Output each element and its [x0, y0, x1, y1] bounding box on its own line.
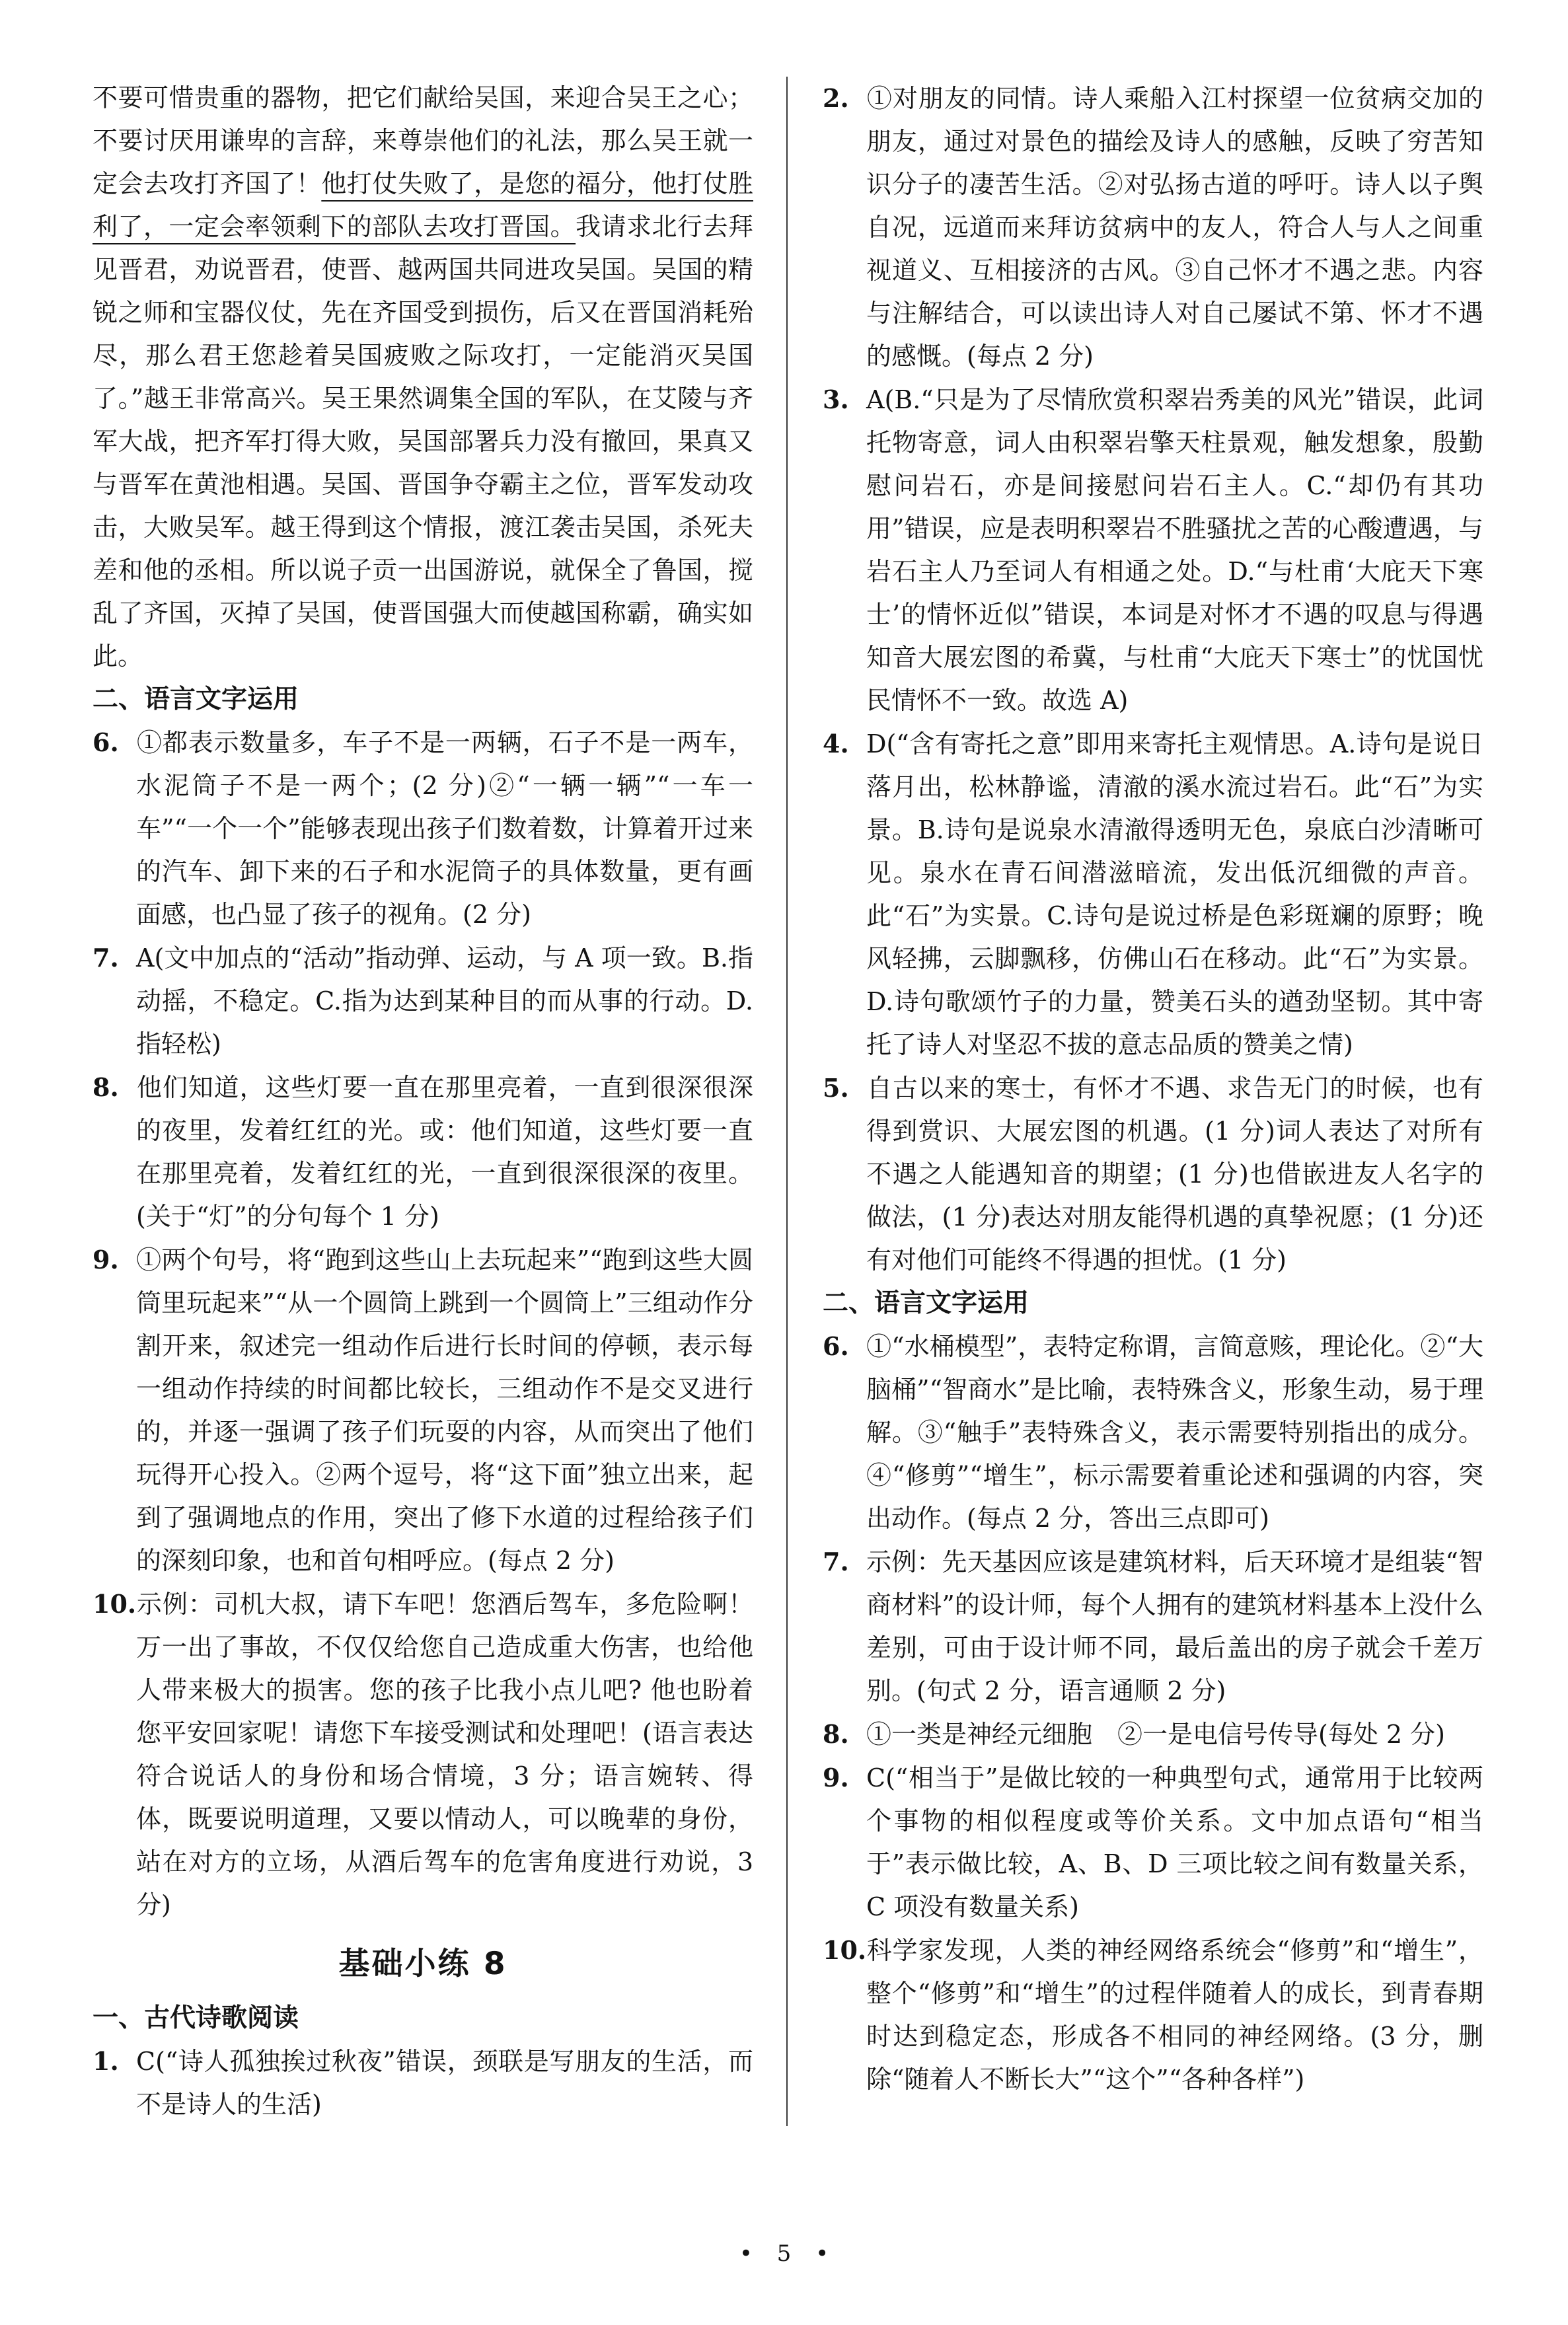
item-number: 9.: [93, 1245, 119, 1274]
item-number: 1.: [93, 2046, 119, 2076]
answer-item-7-left: [93, 936, 753, 1066]
item-text: A(B.“只是为了尽情欣赏积翠岩秀美的风光”错误，此词托物寄意，词人由积翠岩擎天柱景观，触发想象，殷勤慰问岩石，亦是间接慰问岩石主人。C.“却仍有其功用”错误，应是表明积翠岩不胜骚扰之苦的心酸遭遇，与岩石主人乃至词人有相通之处。D.“与杜甫‘大庇天下寒士’的情怀近似”错误，本词是对怀才不遇的叹息与得遇知音大展宏图的希冀，与杜甫“大庇天下寒士”的忧国忧民情怀不一致。故选 A): [866, 385, 1483, 715]
paragraph-text-pre: 不要可惜贵重的器物，把它们献给吴国，来迎合吴王之心；不要讨厌用谦卑的言辞，来尊崇他们的礼法，那么吴王就一定会去攻打齐国了！: [93, 83, 753, 198]
item-number: 2.: [823, 83, 849, 113]
right-column: [788, 77, 1483, 2126]
item-text: ①一类是神经元细胞 ②一是电信号传导(每处 2 分): [866, 1720, 1445, 1749]
item-text: 示例：先天基因应该是建筑材料，后天环境才是组装“智商材料”的设计师，每个人拥有的建筑材料基本上没什么差别，可由于设计师不同，最后盖出的房子就会千差万别。(句式 2 分，语言通顺 2 分): [866, 1547, 1483, 1705]
answer-item-6-right: [823, 1325, 1483, 1540]
item-text: ①对朋友的同情。诗人乘船入江村探望一位贫病交加的朋友，通过对景色的描绘及诗人的感触，反映了穷苦知识分子的凄苦生活。②对弘扬古道的呼吁。诗人以子舆自况，远道而来拜访贫病中的友人，符合人与人之间重视道义、互相接济的古风。③自己怀才不遇之悲。内容与注解结合，可以读出诗人对自己屡试不第、怀才不遇的感慨。(每点 2 分): [866, 84, 1483, 371]
item-text: 科学家发现，人类的神经网络系统会“修剪”和“增生”，整个“修剪”和“增生”的过程伴随着人的成长，到青春期时达到稳定态，形成各不相同的神经网络。(3 分，删除“随着人不断长大”“这个”“各种各样”): [866, 1936, 1483, 2094]
item-number: 8.: [823, 1719, 849, 1749]
item-text: 他们知道，这些灯要一直在那里亮着，一直到很深很深的夜里，发着红红的光。或：他们知道，这些灯要一直在那里亮着，发着红红的光，一直到很深很深的夜里。(关于“灯”的分句每个 1 分): [136, 1073, 753, 1231]
item-number: 10.: [823, 1935, 867, 1965]
answer-item-6-left: [93, 721, 753, 936]
item-text: ①“水桶模型”，表特定称谓，言简意赅，理论化。②“大脑桶”“智商水”是比喻，表特殊含义，形象生动，易于理解。③“触手”表特殊含义，表示需要特别指出的成分。④“修剪”“增生”，标示需要着重论述和强调的内容，突出动作。(每点 2 分，答出三点即可): [866, 1332, 1483, 1533]
item-text: D(“含有寄托之意”即用来寄托主观情思。A.诗句是说日落月出，松林静谧，清澈的溪水流过岩石。此“石”为实景。B.诗句是说泉水清澈得透明无色，泉底白沙清晰可见。泉水在青石间潜滋暗流，发出低沉细微的声音。此“石”为实景。C.诗句是说过桥是色彩斑斓的原野；晚风轻拂，云脚飘移，仿佛山石在移动。此“石”为实景。D.诗句歌颂竹子的力量，赞美石头的遒劲坚韧。其中寄托了诗人对坚忍不拔的意志品质的赞美之情): [866, 729, 1483, 1059]
answer-item-10-left: [93, 1582, 753, 1927]
item-number: 6.: [93, 727, 119, 757]
underlined-sentence: 他打仗失败了，是您的福分，他打仗胜利了，一定会率领剩下的部队去攻打晋国。: [93, 169, 753, 241]
item-text: C(“相当于”是做比较的一种典型句式，通常用于比较两个事物的相似程度或等价关系。文中加点语句“相当于”表示做比较，A、B、D 三项比较之间有数量关系，C 项没有数量关系): [866, 1763, 1483, 1921]
item-text: 自古以来的寒士，有怀才不遇、求告无门的时候，也有得到赏识、大展宏图的机遇。(1 分)词人表达了对所有不遇之人能遇知音的期望；(1 分)也借嵌进友人名字的做法，(1 分)表达对朋友能得机遇的真挚祝愿；(1 分)还有对他们可能终不得遇的担忧。(1 分): [866, 1074, 1483, 1274]
item-number: 8.: [93, 1072, 119, 1102]
item-number: 3.: [823, 385, 849, 414]
answer-item-7-right: [823, 1540, 1483, 1713]
answer-item-8-left: [93, 1066, 753, 1238]
item-text: ①两个句号，将“跑到这些山上去玩起来”“跑到这些大圆筒里玩起来”“从一个圆筒上跳到一个圆筒上”三组动作分割开来，叙述完一组动作后进行长时间的停顿，表示每一组动作持续的时间都比较长，三组动作不是交叉进行的，并逐一强调了孩子们玩耍的内容，从而突出了他们玩得开心投入。②两个逗号，将“这下面”独立出来，起到了强调地点的作用，突出了修下水道的过程给孩子们的深刻印象，也和首句相呼应。(每点 2 分): [136, 1245, 753, 1575]
answer-item-2-right: [823, 77, 1483, 378]
item-number: 9.: [823, 1763, 849, 1792]
continued-translation-paragraph: [93, 77, 753, 678]
section-heading-language-use-right: 二、语言文字运用: [823, 1288, 1029, 1318]
item-text: A(文中加点的“活动”指动弹、运动，与 A 项一致。B.指动摇，不稳定。C.指为达到某种目的而从事的行动。D.指轻松): [136, 943, 753, 1058]
answer-item-5-right: [823, 1066, 1483, 1282]
item-text: 示例：司机大叔，请下车吧！您酒后驾车，多危险啊！万一出了事故，不仅仅给您自己造成重大伤害，也给他人带来极大的损害。您的孩子比我小点儿吧? 他也盼着您平安回家呢！请您下车接受测试和处理吧！(语言表达符合说话人的身份和场合情境，3 分；语言婉转、得体，既要说明道理，又要以情动人，可以晚辈的身份，站在对方的立场，从酒后驾车的危害角度进行劝说，3 分): [136, 1590, 753, 1919]
item-number: 7.: [93, 943, 119, 973]
item-text: ①都表示数量多，车子不是一两辆，石子不是一两车，水泥筒子不是一两个；(2 分)②“一辆一辆”“一车一车”“一个一个”能够表现出孩子们数着数，计算着开过来的汽车、卸下来的石子和水泥筒子的具体数量，更有画面感，也凸显了孩子的视角。(2 分): [136, 728, 753, 929]
item-number: 4.: [823, 729, 849, 758]
answer-item-9-left: [93, 1238, 753, 1582]
section-heading-poetry: 一、古代诗歌阅读: [93, 2003, 299, 2033]
page-number: • 5 •: [739, 2240, 829, 2267]
answer-item-10-right: [823, 1929, 1483, 2101]
answer-item-1-left: [93, 2040, 753, 2126]
item-number: 7.: [823, 1547, 849, 1576]
item-number: 5.: [823, 1073, 849, 1103]
answer-item-3-right: [823, 378, 1483, 722]
item-number: 10.: [93, 1589, 137, 1619]
practice-set-title: 基础小练 8: [338, 1946, 507, 1982]
answer-item-4-right: [823, 722, 1483, 1066]
answer-item-8-right: [823, 1713, 1483, 1756]
paragraph-text-post: 我请求北行去拜见晋君，劝说晋君，使晋、越两国共同进攻吴国。吴国的精锐之师和宝器仪仗，先在齐国受到损伤，后又在晋国消耗殆尽，那么君王您趁着吴国疲败之际攻打，一定能消灭吴国了。”越王非常高兴。吴王果然调集全国的军队，在艾陵与齐军大战，把齐军打得大败，吴国部署兵力没有撤回，果真又与晋军在黄池相遇。吴国、晋国争夺霸主之位，晋军发动攻击，大败吴军。越王得到这个情报，渡江袭击吴国，杀死夫差和他的丞相。所以说子贡一出国游说，就保全了鲁国，搅乱了齐国，灭掉了吴国，使晋国强大而使越国称霸，确实如此。: [93, 212, 753, 671]
left-column: [93, 77, 788, 2126]
answer-item-9-right: [823, 1756, 1483, 1929]
item-text: C(“诗人孤独挨过秋夜”错误，颈联是写朋友的生活，而不是诗人的生活): [136, 2047, 753, 2119]
two-column-layout: [93, 77, 1483, 2126]
section-heading-language-use-left: 二、语言文字运用: [93, 684, 299, 714]
item-number: 6.: [823, 1331, 849, 1361]
